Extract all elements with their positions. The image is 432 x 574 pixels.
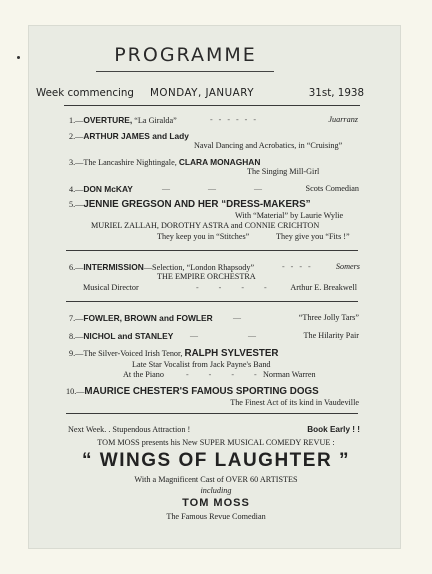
item-title: NICHOL and STANLEY [83, 331, 174, 341]
item-tagline-2: They give you “Fits !” [276, 232, 350, 241]
week-label: Week commencing [36, 87, 134, 99]
title-underline [96, 71, 274, 72]
star-name: TOM MOSS [182, 497, 250, 509]
item-title: RALPH SYLVESTER [184, 348, 279, 359]
item-number: 3. [69, 158, 76, 167]
item-title: INTERMISSION [83, 262, 144, 272]
music-director-label: Musical Director [83, 283, 139, 292]
show-title: “ WINGS OF LAUGHTER ” [82, 450, 350, 471]
item-3: 3.—The Lancashire Nightingale, CLARA MONAGHAN [69, 157, 261, 167]
item-description: Naval Dancing and Acrobatics, in “Cruising” [194, 141, 343, 150]
item-title: DON McKAY [83, 184, 133, 194]
item-number: 7. [69, 314, 76, 323]
item-number: 6. [69, 263, 76, 272]
item-right: The Hilarity Pair [303, 331, 359, 340]
item-number: 8. [69, 332, 76, 341]
item-right: Scots Comedian [305, 184, 359, 193]
item-title: JENNIE GREGSON AND HER “DRESS-MAKERS” [83, 199, 311, 210]
divider-top [64, 105, 360, 106]
item-right: Somers [335, 262, 360, 271]
item-title: ARTHUR JAMES and Lady [83, 131, 189, 141]
item-description: The Singing Mill-Girl [247, 167, 320, 176]
item-prefix: The Lancashire Nightingale, [83, 158, 177, 167]
leader-dots: - - - - [196, 283, 276, 292]
item-number: 10. [66, 387, 77, 396]
item-title: FOWLER, BROWN and FOWLER [83, 313, 213, 323]
item-subtitle: “La Giralda” [134, 116, 177, 125]
item-description: With “Material” by Laurie Wylie [235, 211, 344, 220]
item-4: 4.—DON McKAY [69, 184, 133, 194]
item-5: 5.—JENNIE GREGSON AND HER “DRESS-MAKERS” [69, 199, 311, 210]
leader-dots: - - - - - - [210, 115, 258, 124]
page-title: PROGRAMME [114, 44, 257, 66]
item-6: 6.—INTERMISSION—Selection, “London Rhapsody” [69, 262, 255, 272]
pianist-name: Norman Warren [263, 370, 316, 379]
leader-dots: - - - - [282, 262, 313, 271]
leader-dashes: — [233, 313, 243, 322]
item-names: MURIEL ZALLAH, DOROTHY ASTRA and CONNIE CRICHTON [91, 221, 320, 230]
item-right: “Three Jolly Tars” [298, 313, 359, 322]
item-title: OVERTURE, [83, 115, 133, 125]
piano-label: At the Piano [123, 370, 164, 379]
item-number: 1. [69, 116, 76, 125]
leader-dots: - - - - [186, 370, 266, 379]
week-day: MONDAY, JANUARY [150, 87, 254, 99]
item-8: 8.—NICHOL and STANLEY [69, 331, 174, 341]
book-early: Book Early ! ! [307, 425, 360, 434]
star-description: The Famous Revue Comedian [166, 512, 266, 521]
item-1: 1.—OVERTURE, “La Giralda” [69, 115, 177, 125]
item-2: 2.—ARTHUR JAMES and Lady [69, 131, 189, 141]
item-description: Late Star Vocalist from Jack Payne's Band [132, 360, 271, 369]
item-prefix: The Silver-Voiced Irish Tenor, [83, 349, 183, 358]
week-date: 31st, 1938 [308, 87, 364, 99]
leader-dashes: — — — [162, 184, 280, 193]
presents-line: TOM MOSS presents his New SUPER MUSICAL COMEDY REVUE : [97, 438, 335, 447]
music-director-name: Arthur E. Breakwell [290, 283, 357, 292]
item-number: 2. [69, 132, 76, 141]
item-description: The Finest Act of its kind in Vaudeville [230, 398, 359, 407]
item-number: 5. [69, 200, 76, 209]
divider-2 [66, 250, 358, 251]
divider-3 [66, 301, 358, 302]
including-line: including [200, 486, 232, 495]
item-tagline-1: They keep you in “Stitches” [157, 232, 250, 241]
item-right: Juarranz [328, 115, 358, 124]
divider-4 [66, 413, 358, 414]
leader-dashes: — — [190, 331, 280, 340]
orchestra-name: THE EMPIRE ORCHESTRA [157, 272, 256, 281]
item-title: CLARA MONAGHAN [178, 157, 261, 167]
item-prefix: —Selection, “London Rhapsody” [143, 263, 255, 272]
cast-line: With a Magnificent Cast of OVER 60 ARTISTES [134, 475, 298, 484]
item-10: 10.—MAURICE CHESTER'S FAMOUS SPORTING DOGS [66, 386, 319, 397]
item-number: 4. [69, 185, 76, 194]
next-week-label: Next Week. . Stupendous Attraction ! [68, 425, 191, 434]
item-7: 7.—FOWLER, BROWN and FOWLER [69, 313, 213, 323]
item-title: MAURICE CHESTER'S FAMOUS SPORTING DOGS [84, 386, 319, 397]
item-9: 9.—The Silver-Voiced Irish Tenor, RALPH SYLVESTER [69, 348, 279, 359]
item-number: 9. [69, 349, 76, 358]
